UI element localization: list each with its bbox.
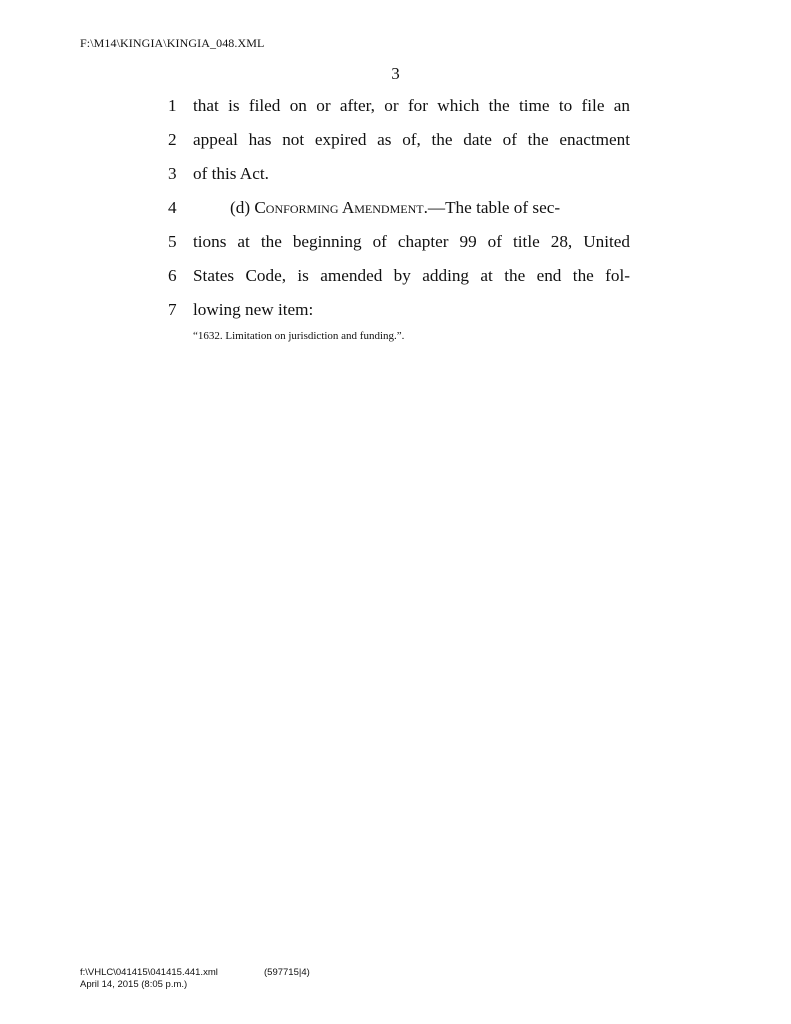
footer-row-2: [80, 979, 218, 991]
subsection-marker: (d): [230, 198, 255, 217]
footer-job-number: (597715|4): [264, 967, 310, 978]
text-line-3: [168, 162, 630, 186]
line-number: 7: [168, 300, 177, 319]
text-line-6: [168, 264, 630, 288]
subsection-heading-rest: .—The table of sec-: [423, 198, 561, 217]
text-line-2: [168, 128, 630, 152]
line-number: 2: [168, 130, 177, 149]
line-text: that is filed on or after, or for which the time to file an: [193, 96, 630, 115]
line-number: 3: [168, 164, 177, 183]
line-number: 4: [168, 198, 177, 217]
text-line-5: [168, 230, 630, 254]
subsection-label: [230, 196, 560, 220]
line-text: States Code, is amended by adding at the end the fol-: [193, 266, 630, 285]
line-number: 5: [168, 232, 177, 251]
line-text: appeal has not expired as of, the date of the enactment: [193, 130, 630, 149]
line-number: 1: [168, 96, 177, 115]
footer-date: April 14, 2015 (8:05 p.m.): [80, 979, 188, 990]
document-file-path: F:\M14\KINGIA\KINGIA_048.XML: [80, 36, 265, 50]
text-line-4: [168, 196, 630, 220]
text-line-1: [168, 94, 630, 118]
line-text: [230, 196, 630, 220]
table-of-sections-item: “1632. Limitation on jurisdiction and funding.”.: [193, 330, 405, 342]
line-number: 6: [168, 266, 177, 285]
footer-file-path: f:\VHLC\041415\041415.441.xml: [80, 967, 218, 978]
text-line-7: [168, 298, 630, 322]
line-text: of this Act.: [193, 164, 269, 183]
line-text: lowing new item:: [193, 300, 314, 319]
footer-row-1: [80, 967, 310, 979]
page-number: 3: [391, 64, 400, 83]
footer: [80, 967, 310, 991]
subsection-heading: Conforming Amendment: [254, 198, 424, 217]
line-text: tions at the beginning of chapter 99 of title 28, United: [193, 232, 630, 251]
